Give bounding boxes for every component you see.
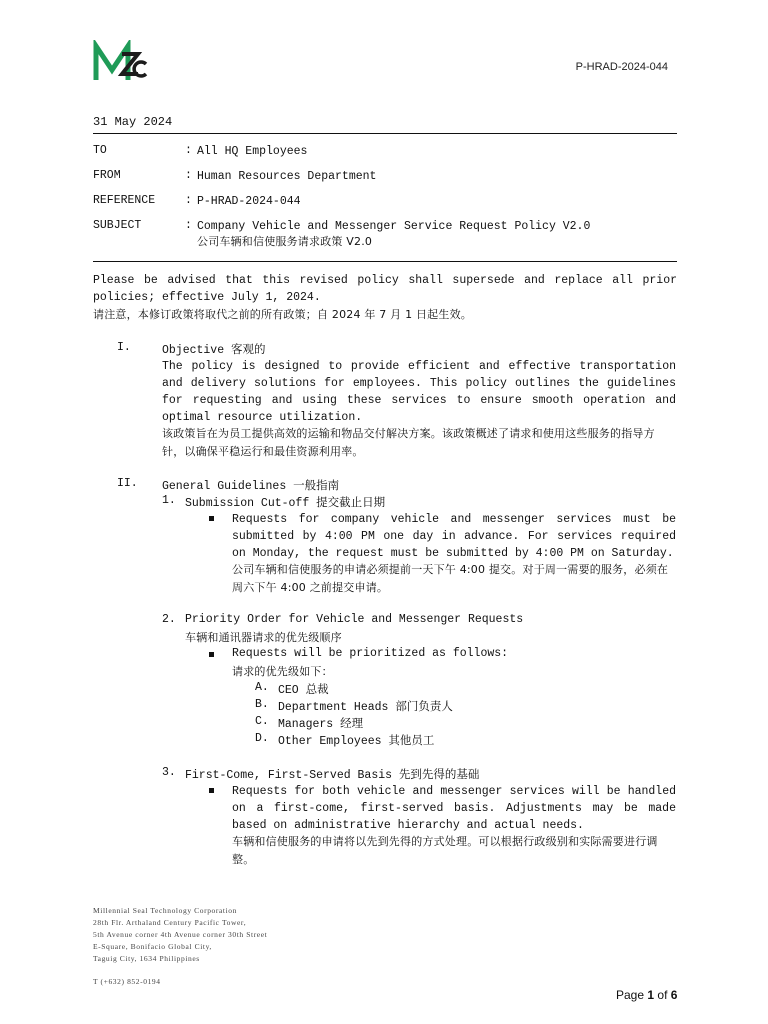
- address-line: Taguig City, 1634 Philippines: [93, 954, 200, 963]
- field-value: [197, 219, 677, 249]
- header-bottom-rule: [93, 261, 677, 262]
- item-2-english: Requests will be prioritized as follows:: [232, 647, 509, 660]
- section-2-title: General Guidelines 一般指南: [162, 480, 340, 493]
- field-value: Human Resources Department: [197, 170, 377, 183]
- item-3-english: Requests for both vehicle and messenger services will be handled on a first-come, first-served basis. Adjustments may be made based on administrative hierarchy and actual needs.: [232, 785, 676, 832]
- item-1-title: Submission Cut-off 提交截止日期: [185, 497, 386, 510]
- company-phone: T (+632) 852-0194: [93, 977, 161, 986]
- item-1-chinese: 公司车辆和信使服务的申请必须提前一天下午 4:00 提交。对于周一需要的服务，必须在周六下午 4:00 之前提交申请。: [232, 563, 669, 594]
- subject-english: Company Vehicle and Messenger Service Request Policy V2.0: [197, 220, 591, 233]
- field-label: REFERENCE: [93, 194, 156, 207]
- memo-field-from: [93, 169, 677, 194]
- section-1-number: I.: [117, 341, 131, 354]
- priority-item-b: Department Heads 部门负责人: [278, 701, 453, 714]
- bullet-icon: [209, 788, 214, 793]
- field-colon: :: [185, 194, 192, 207]
- field-value: All HQ Employees: [197, 145, 308, 158]
- item-1-english: Requests for company vehicle and messenger services must be submitted by 4:00 PM one day in advance. For services required on Monday, the request must be submitted by 4:00 PM on Saturday.: [232, 513, 676, 560]
- item-2-number: 2.: [162, 613, 176, 626]
- item-2-title-chinese: 车辆和通讯器请求的优先级顺序: [185, 631, 342, 644]
- page-total: 6: [670, 988, 678, 1002]
- priority-letter-a: A.: [255, 681, 269, 694]
- page-of: of: [657, 988, 668, 1002]
- memo-date: 31 May 2024: [93, 115, 173, 129]
- intro-chinese: 请注意，本修订政策将取代之前的所有政策；自 2024 年 7 月 1 日起生效。: [93, 308, 472, 321]
- priority-letter-c: C.: [255, 715, 269, 728]
- field-colon: :: [185, 169, 192, 182]
- header-top-rule: [93, 133, 677, 134]
- field-value: P-HRAD-2024-044: [197, 195, 301, 208]
- priority-item-a: CEO 总裁: [278, 684, 329, 697]
- page-number: [616, 988, 677, 1002]
- company-address: [93, 905, 267, 965]
- field-label: FROM: [93, 169, 121, 182]
- company-logo: [92, 40, 148, 86]
- memo-field-to: [93, 144, 677, 169]
- item-2-title: Priority Order for Vehicle and Messenger Requests: [185, 613, 524, 626]
- item-3-chinese: 车辆和信使服务的申请将以先到先得的方式处理。可以根据行政级别和实际需要进行调整。: [232, 835, 658, 866]
- priority-letter-d: D.: [255, 732, 269, 745]
- memo-header-fields: [93, 144, 677, 255]
- page-word: Page: [616, 988, 645, 1002]
- bullet-icon: [209, 652, 214, 657]
- item-3-number: 3.: [162, 766, 176, 779]
- field-label: SUBJECT: [93, 219, 142, 232]
- item-3-title: First-Come, First-Served Basis 先到先得的基础: [185, 769, 480, 782]
- page-current: 1: [647, 988, 655, 1002]
- address-line: Millennial Seal Technology Corporation: [93, 906, 237, 915]
- field-colon: :: [185, 144, 192, 157]
- intro-english: Please be advised that this revised policy shall supersede and replace all prior policies; effective July 1, 2024.: [93, 274, 677, 304]
- address-line: E-Square, Bonifacio Global City,: [93, 942, 212, 951]
- address-line: 28th Flr. Arthaland Century Pacific Tower,: [93, 918, 247, 927]
- memo-field-subject: [93, 219, 677, 255]
- priority-letter-b: B.: [255, 698, 269, 711]
- priority-item-c: Managers 经理: [278, 718, 364, 731]
- section-1-english: The policy is designed to provide efficient and effective transportation and delivery solutions for employees. This policy outlines the guidelines for requesting and using these services to ensure smooth operation and optimal resource utilization.: [162, 360, 676, 424]
- priority-item-d: Other Employees 其他员工: [278, 735, 435, 748]
- section-2-number: II.: [117, 477, 138, 490]
- section-1-chinese: 该政策旨在为员工提供高效的运输和物品交付解决方案。该政策概述了请求和使用这些服务的指导方针，以确保平稳运行和最佳资源利用率。: [162, 427, 655, 458]
- document-reference: P-HRAD-2024-044: [575, 61, 668, 73]
- item-2-chinese: 请求的优先级如下：: [232, 665, 333, 678]
- section-1-title: Objective 客观的: [162, 344, 266, 357]
- memo-field-reference: [93, 194, 677, 219]
- item-1-number: 1.: [162, 494, 176, 507]
- subject-chinese: 公司车辆和信使服务请求政策 V2.0: [197, 235, 373, 248]
- field-label: TO: [93, 144, 107, 157]
- address-line: 5th Avenue corner 4th Avenue corner 30th Street: [93, 930, 268, 939]
- field-colon: :: [185, 219, 192, 232]
- bullet-icon: [209, 516, 214, 521]
